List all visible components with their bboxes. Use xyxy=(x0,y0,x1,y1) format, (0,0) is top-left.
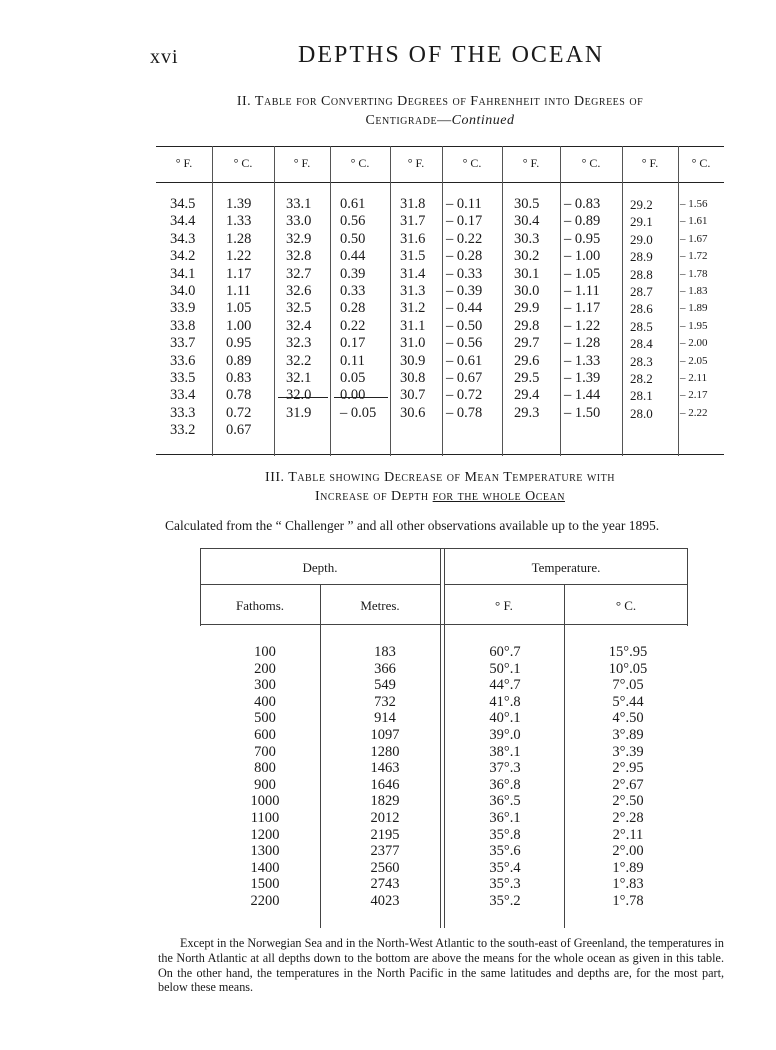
conversion-table xyxy=(156,146,724,456)
table2-cell: 34.5 xyxy=(170,196,196,212)
table2-header-c: ° C. xyxy=(462,156,482,170)
table3-cell: 100 xyxy=(254,644,276,660)
table2-cell: 32.9 xyxy=(286,230,312,247)
table2-cell: 34.1 xyxy=(170,265,196,282)
table3-cell: 1100 xyxy=(250,809,280,826)
table2-cell: 31.7 xyxy=(400,213,426,230)
table2-cell: – 1.33 xyxy=(564,352,601,369)
table2-cell: 29.5 xyxy=(514,370,540,387)
table2-cell: – 0.67 xyxy=(446,370,483,387)
table3-cell: 60°.7 xyxy=(489,644,521,660)
table2-cell: – 1.39 xyxy=(564,370,601,387)
table3-cell: 600 xyxy=(254,726,276,743)
table2-cell: 28.4 xyxy=(630,336,653,352)
table2-caption-line2 xyxy=(160,111,720,130)
table2-cell: – 0.89 xyxy=(564,213,601,230)
table2-divider xyxy=(622,146,623,456)
table2-cell: 31.9 xyxy=(286,404,312,421)
table3-cell: 35°.8 xyxy=(489,826,521,843)
page-number: xvi xyxy=(150,46,179,68)
table2-cell: 28.9 xyxy=(630,249,653,265)
table3-cell: 35°.6 xyxy=(489,843,521,860)
table2-cell: 34.3 xyxy=(170,230,196,247)
table3-cell: 2743 xyxy=(370,876,400,893)
table2-cell: – 2.00 xyxy=(680,337,708,350)
table2-cell: 29.4 xyxy=(514,387,540,404)
table2-cell: – 1.44 xyxy=(564,387,601,404)
table2-cell: 28.6 xyxy=(630,301,653,317)
table2-cell: 0.61 xyxy=(340,196,366,212)
table2-cell: 31.1 xyxy=(400,317,426,334)
table2-cell: – 0.83 xyxy=(564,196,601,212)
table2-cell: 31.0 xyxy=(400,335,426,352)
table3-cell: 2°.00 xyxy=(612,843,644,860)
table2-cell: 0.56 xyxy=(340,213,366,230)
table2-cell: 34.2 xyxy=(170,248,196,265)
table3-caption-line2-a: Increase of Depth xyxy=(315,489,433,504)
table2-cell: 0.28 xyxy=(340,300,366,317)
table2-cell: 33.5 xyxy=(170,370,196,387)
table3-cell: 37°.3 xyxy=(489,760,521,777)
table2-cell: 34.0 xyxy=(170,283,196,300)
table2-cell: 32.8 xyxy=(286,248,312,265)
table3-caption-line1: III. Table showing Decrease of Mean Temperature with xyxy=(265,470,615,485)
table2-cell: 29.8 xyxy=(514,317,540,334)
table3-cell: 36°.8 xyxy=(489,776,521,793)
table2-cell: – 0.72 xyxy=(446,387,483,404)
table2-cell: 1.33 xyxy=(226,213,252,230)
table2-cell: 30.6 xyxy=(400,404,426,421)
table2-cell: 33.3 xyxy=(170,404,196,421)
table2-cell: – 2.17 xyxy=(680,389,708,402)
table3-cell: 732 xyxy=(374,693,396,710)
table3-cell: 2377 xyxy=(370,843,400,860)
table2-cell: 0.78 xyxy=(226,387,252,404)
table2-cell: – 0.22 xyxy=(446,230,483,247)
table3-cell: 1°.89 xyxy=(612,859,644,876)
table2-divider xyxy=(560,146,561,456)
table2-cell: 0.67 xyxy=(226,422,252,439)
table3-divider xyxy=(320,584,321,928)
table2-cell: – 0.56 xyxy=(446,335,483,352)
table2-cell: 32.0 xyxy=(286,387,312,404)
table2-cell: 31.6 xyxy=(400,230,426,247)
table3-cell: 549 xyxy=(374,677,396,694)
table2-cell: – 1.22 xyxy=(564,317,601,334)
table2-cell: 0.89 xyxy=(226,352,252,369)
table2-cell: 1.00 xyxy=(226,317,252,334)
table2-cell: 29.0 xyxy=(630,231,653,247)
table2-divider xyxy=(274,146,275,456)
table3-cell: 1500 xyxy=(250,876,280,893)
table3-cell: 2200 xyxy=(250,892,280,909)
table2-cell: – 1.72 xyxy=(680,250,708,263)
table2-cell: 0.17 xyxy=(340,335,366,352)
table2-cell: 1.22 xyxy=(226,248,252,265)
table2-cell: 29.9 xyxy=(514,300,540,317)
table2-cell: – 0.17 xyxy=(446,213,483,230)
table2-top-rule xyxy=(156,146,724,147)
table3-header-metres: Metres. xyxy=(360,598,400,613)
table2-cell: 29.6 xyxy=(514,352,540,369)
table2-header-c: ° C. xyxy=(691,156,711,170)
table2-col-f xyxy=(170,196,195,440)
table2-cell: 0.11 xyxy=(340,352,365,369)
running-head xyxy=(150,42,710,72)
table2-cell: 0.50 xyxy=(340,230,366,247)
table2-cell: – 1.83 xyxy=(680,285,708,298)
table2-bottom-rule xyxy=(156,454,724,455)
table2-col-c xyxy=(446,196,482,422)
table3-cell: 15°.95 xyxy=(608,644,648,660)
table2-cell: 32.5 xyxy=(286,300,312,317)
table2-cell: – 0.05 xyxy=(340,404,377,421)
table2-cell: – 1.95 xyxy=(680,319,708,332)
table3-cell: 1000 xyxy=(250,793,280,810)
table2-cell: 32.4 xyxy=(286,317,312,334)
table2-cell: – 1.50 xyxy=(564,404,601,421)
table2-cell: – 1.56 xyxy=(680,198,708,210)
table3-caption xyxy=(180,468,700,506)
table3-cell: 1097 xyxy=(370,726,400,743)
table2-cell: 32.7 xyxy=(286,265,312,282)
table3-cell: 4023 xyxy=(370,892,400,909)
table3-cell: 35°.2 xyxy=(489,892,521,909)
table2-caption-continued: Continued xyxy=(451,113,515,128)
table2-cell: 1.39 xyxy=(226,196,252,212)
table2-cell: 0.00 xyxy=(340,387,366,404)
table2-col-f xyxy=(286,196,311,422)
table2-cell: – 0.50 xyxy=(446,317,483,334)
table2-cell: 28.2 xyxy=(630,371,653,387)
table2-cell: 33.4 xyxy=(170,387,196,404)
page-title: DEPTHS OF THE OCEAN xyxy=(298,42,605,68)
table3-col-fathoms xyxy=(230,644,300,910)
table3-cell: 366 xyxy=(374,660,396,677)
table3-cell: 1300 xyxy=(250,843,280,860)
table2-cell: 0.39 xyxy=(340,265,366,282)
table2-header-f: ° F. xyxy=(641,156,659,170)
table3-cell: 2195 xyxy=(370,826,400,843)
table2-cell: 33.1 xyxy=(286,196,312,212)
table2-cell: 33.2 xyxy=(170,422,196,439)
table3-cell: 400 xyxy=(254,693,276,710)
table3-cell: 300 xyxy=(254,677,276,694)
table2-header-f: ° F. xyxy=(175,156,193,170)
table2-cell: – 0.95 xyxy=(564,230,601,247)
table3-cell: 50°.1 xyxy=(489,660,521,677)
table2-cell: – 1.78 xyxy=(680,267,708,280)
table2-cell: 28.3 xyxy=(630,353,653,369)
table3-cell: 36°.5 xyxy=(489,793,521,810)
table2-cell: 30.8 xyxy=(400,370,426,387)
table3-cell: 1829 xyxy=(370,793,400,810)
table2-cell: 30.1 xyxy=(514,265,540,282)
table2-cell: 33.9 xyxy=(170,300,196,317)
table3-source-note: Calculated from the “ Challenger ” and all other observations available up to the year 1895. xyxy=(165,518,660,533)
table2-cell: – 1.89 xyxy=(680,302,708,315)
table2-caption-line2-a: Centigrade— xyxy=(365,113,452,128)
table3-header-depth: Depth. xyxy=(302,560,338,575)
table3-cell: 2°.50 xyxy=(612,793,644,810)
table2-cell: 31.5 xyxy=(400,248,426,265)
table3-col-fahrenheit xyxy=(470,644,540,910)
table2-cell: – 1.05 xyxy=(564,265,601,282)
table2-cell: 28.7 xyxy=(630,284,653,300)
table2-cell: – 0.61 xyxy=(446,352,483,369)
table2-cell: 29.1 xyxy=(630,214,653,230)
table3-header-f: ° F. xyxy=(495,598,513,613)
table2-cell: 30.9 xyxy=(400,352,426,369)
table2-cell: – 1.28 xyxy=(564,335,601,352)
table2-cell: 31.4 xyxy=(400,265,426,282)
table3-cell: 41°.8 xyxy=(489,693,521,710)
table3-cell: 800 xyxy=(254,760,276,777)
table2-cell: 28.0 xyxy=(630,405,653,421)
table2-cell: 29.7 xyxy=(514,335,540,352)
table2-cell: 33.7 xyxy=(170,335,196,352)
table3-cell: 4°.50 xyxy=(612,710,644,727)
table2-cell: 30.2 xyxy=(514,248,540,265)
table2-col-c xyxy=(564,196,600,422)
table3-caption-line2 xyxy=(180,487,700,506)
table2-cell: – 1.17 xyxy=(564,300,601,317)
table2-cell: 0.83 xyxy=(226,370,252,387)
table2-divider xyxy=(442,146,443,456)
table2-cell: 31.8 xyxy=(400,196,426,212)
table2-cell: 32.6 xyxy=(286,283,312,300)
table3-cell: 1°.83 xyxy=(612,876,644,893)
table2-cell: 33.8 xyxy=(170,317,196,334)
table2-cell: 0.95 xyxy=(226,335,252,352)
table3-cell: 10°.05 xyxy=(608,660,648,677)
table2-cell: 30.5 xyxy=(514,196,540,212)
table2-cell: 1.28 xyxy=(226,230,252,247)
table3-cell: 2°.28 xyxy=(612,809,644,826)
table2-cell: 30.0 xyxy=(514,283,540,300)
table2-cell: 34.4 xyxy=(170,213,196,230)
table2-col-f xyxy=(630,196,653,422)
table2-col-f xyxy=(400,196,425,422)
footnote: Except in the Norwegian Sea and in the North-West Atlantic to the south-east of Greenland, the temperatures in the North Atlantic at all depths down to the bottom are above the means for the whole ocean as given in this table. On the other hand, the temperatures in the North Pacific in the same latitudes and depths are, for the most part, below these means. xyxy=(158,936,724,995)
table2-cell: 1.05 xyxy=(226,300,252,317)
table2-header-f: ° F. xyxy=(407,156,425,170)
table2-divider xyxy=(678,146,679,456)
table2-cell: – 0.39 xyxy=(446,283,483,300)
table3-cell: 2°.95 xyxy=(612,760,644,777)
table3-cell: 3°.89 xyxy=(612,726,644,743)
table3-cell: 35°.3 xyxy=(489,876,521,893)
table2-col-c xyxy=(340,196,376,422)
table3-cell: 38°.1 xyxy=(489,743,521,760)
table2-cell: 30.4 xyxy=(514,213,540,230)
table3-cell: 183 xyxy=(374,644,396,660)
table2-col-c xyxy=(680,196,708,422)
table2-header-f: ° F. xyxy=(522,156,540,170)
table2-cell: 29.3 xyxy=(514,404,540,421)
table3-cell: 1400 xyxy=(250,859,280,876)
table3-cell: 2°.11 xyxy=(612,826,644,843)
table2-cell: 0.33 xyxy=(340,283,366,300)
table2-header-c: ° C. xyxy=(233,156,253,170)
table2-header-c: ° C. xyxy=(581,156,601,170)
table3-header-c: ° C. xyxy=(615,598,637,613)
table3-col-centigrade xyxy=(590,644,666,910)
table2-cell: 31.3 xyxy=(400,283,426,300)
table3-cell: 2560 xyxy=(370,859,400,876)
table3-cell: 2°.67 xyxy=(612,776,644,793)
table2-cell: – 1.61 xyxy=(680,215,708,228)
table3-cell: 40°.1 xyxy=(489,710,521,727)
table3-cell: 1463 xyxy=(370,760,400,777)
table2-cell: 33.0 xyxy=(286,213,312,230)
table2-cell: – 1.11 xyxy=(564,283,600,300)
table2-divider xyxy=(390,146,391,456)
table3-cell: 7°.05 xyxy=(612,677,644,694)
table3-cell: 36°.1 xyxy=(489,809,521,826)
table2-cell: 1.17 xyxy=(226,265,252,282)
table3-cell: 700 xyxy=(254,743,276,760)
table2-cell: 32.1 xyxy=(286,370,312,387)
table2-cell: 28.1 xyxy=(630,388,653,404)
table3-temp-rule xyxy=(444,584,688,585)
table2-cell: 30.7 xyxy=(400,387,426,404)
table2-cell: – 0.11 xyxy=(446,196,482,212)
table3-divider xyxy=(440,548,441,928)
table2-cell: – 2.11 xyxy=(680,372,708,385)
table2-header-rule xyxy=(156,182,724,183)
table2-cell: 32.3 xyxy=(286,335,312,352)
table2-cell: – 2.22 xyxy=(680,406,708,419)
table2-cell: 32.2 xyxy=(286,352,312,369)
table3-cell: 39°.0 xyxy=(489,726,521,743)
table3-col-metres xyxy=(350,644,420,910)
table3-cell: 44°.7 xyxy=(489,677,521,694)
table3-cell: 914 xyxy=(374,710,396,727)
table2-col-c xyxy=(226,196,251,440)
table2-cell: 29.2 xyxy=(630,197,653,212)
table2-caption-line1: II. Table for Converting Degrees of Fahrenheit into Degrees of xyxy=(236,94,644,109)
table2-divider xyxy=(330,146,331,456)
table3-header-temperature: Temperature. xyxy=(531,560,601,575)
table2-header-f: ° F. xyxy=(293,156,311,170)
table2-cell: 1.11 xyxy=(226,283,251,300)
table2-cell: 33.6 xyxy=(170,352,196,369)
table2-cell: – 0.33 xyxy=(446,265,483,282)
table3-header-fathoms: Fathoms. xyxy=(235,598,285,613)
table2-header-c: ° C. xyxy=(350,156,370,170)
depth-temperature-table xyxy=(200,548,688,928)
table3-cell: 35°.4 xyxy=(489,859,521,876)
table2-cell: – 1.00 xyxy=(564,248,601,265)
table3-cell: 500 xyxy=(254,710,276,727)
table3-cell: 1°.78 xyxy=(612,892,644,909)
table2-cell: – 2.05 xyxy=(680,354,708,367)
table2-cell: – 0.78 xyxy=(446,404,483,421)
table2-cell: 0.72 xyxy=(226,404,252,421)
table2-cell: – 0.28 xyxy=(446,248,483,265)
table3-divider xyxy=(564,584,565,928)
table2-cell: 0.05 xyxy=(340,370,366,387)
table2-col-f xyxy=(514,196,539,422)
table2-cell: 28.8 xyxy=(630,266,653,282)
table2-cell: 0.22 xyxy=(340,317,366,334)
table2-cell: 28.5 xyxy=(630,318,653,334)
table2-cell: – 1.67 xyxy=(680,232,708,245)
table3-cell: 2012 xyxy=(370,809,400,826)
table2-cell: 0.44 xyxy=(340,248,366,265)
table2-caption xyxy=(160,92,720,130)
table2-cell: 31.2 xyxy=(400,300,426,317)
table3-cell: 200 xyxy=(254,660,276,677)
table2-divider xyxy=(212,146,213,456)
table2-divider xyxy=(502,146,503,456)
table3-cell: 1280 xyxy=(370,743,400,760)
table3-cell: 1200 xyxy=(250,826,280,843)
table3-caption-whole-ocean: for the whole Ocean xyxy=(432,489,565,504)
table2-cell: – 0.44 xyxy=(446,300,483,317)
table3-cell: 3°.39 xyxy=(612,743,644,760)
table3-cell: 5°.44 xyxy=(612,693,644,710)
table2-cell: 30.3 xyxy=(514,230,540,247)
table3-cell: 900 xyxy=(254,776,276,793)
table3-cell: 1646 xyxy=(370,776,400,793)
